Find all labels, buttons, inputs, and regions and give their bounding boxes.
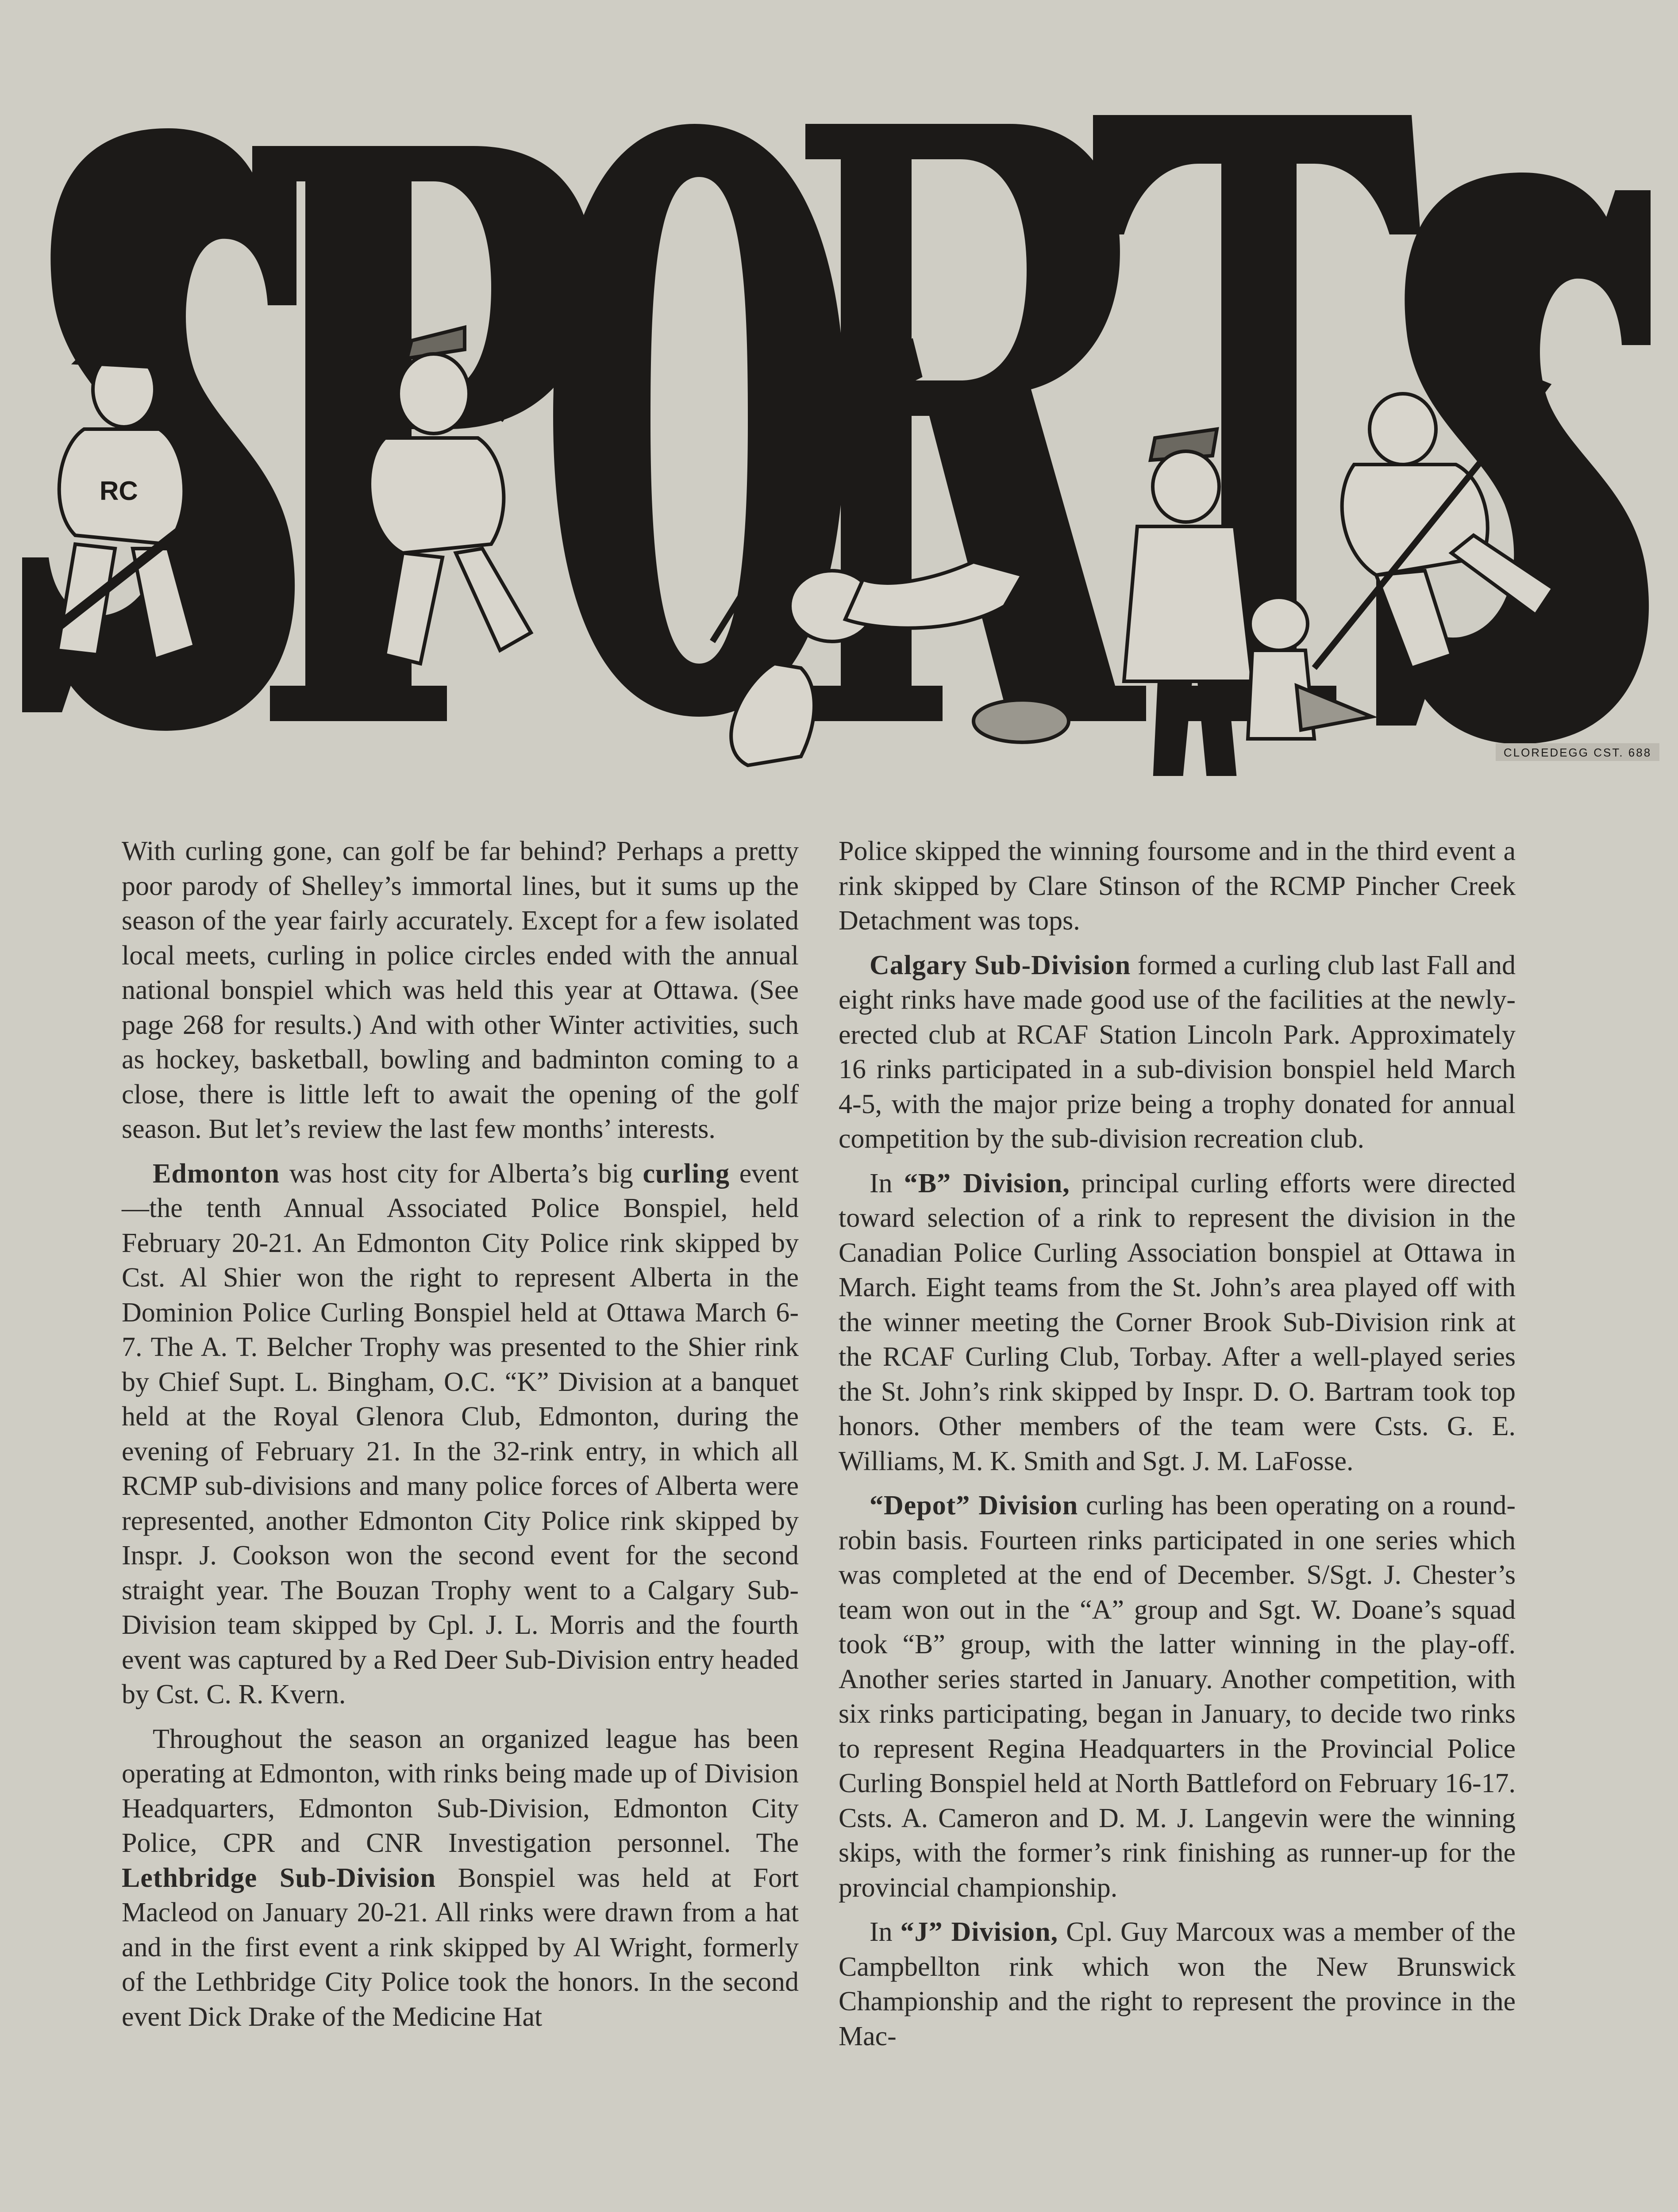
right-paragraph-3-text: principal curling efforts were directed toward selection of a rink to represent the division in the Canadian Police Curling Association bonspiel at Ottawa in March. Eight teams from the St. John’s area played off with the winner meeting the Corner Brook Sub-Division rink at the RCAF Curling Club, Torbay. After a well-played series the St. John’s rink skipped by Inspr. D. O. Bartram took top honors. Other members of the team were Csts. G. E. Williams, M. K. Smith and Sgt. J. M. LaFosse. [839, 1168, 1516, 1476]
left-paragraph-2-text: event—the tenth Annual Associated Police Bonspiel, held February 20-21. An Edmonton City Police rink skipped by Cst. Al Shier won the right to represent Alberta in the Dominion Police Curling Bonspiel held at Ottawa March 6-7. The A. T. Belcher Trophy was presented to the Shier rink by Chief Supt. L. Bingham, O.C. “K” Division at a banquet held at the Royal Glenora Club, Edmonton, during the evening of February 21. In the 32-rink entry, in which all RCMP sub-divisions and many police forces of Alberta were represented, another Edmonton City Police rink skipped by Inspr. J. Cookson won the second event for the second straight year. The Bouzan Trophy went to a Calgary Sub-Division team skipped by Cpl. J. L. Morris and the fourth event was captured by a Red Deer Sub-Division entry headed by Cst. C. R. Kvern. [122, 1158, 799, 1709]
left-paragraph-1-text: With curling gone, can golf be far behind? Perhaps a pretty poor parody of Shelley’s immortal lines, but it sums up the season of the year fairly accurately. Except for a few isolated local meets, curling in police circles ended with the annual national bonspiel which was held this year at Ottawa. (See page 268 for results.) And with other Winter activities, such as hockey, basketball, bowling and badminton coming to a close, there is little left to await the opening of the golf season. But let’s review the last few months’ interests. [122, 836, 799, 1144]
right-paragraph-2 [839, 948, 1516, 1156]
right-paragraph-3 [839, 1166, 1516, 1479]
right-paragraph-5-text: Cpl. Guy Marcoux was a member of the Campbellton rink which won the New Brunswick Championship and the right to represent the province in the Mac- [839, 1917, 1516, 2051]
article-column-right [839, 834, 1516, 2063]
left-paragraph-2 [122, 1156, 799, 1712]
right-paragraph-1 [839, 834, 1516, 938]
sports-banner [22, 111, 1668, 787]
lead-curling: curling [643, 1158, 730, 1189]
article-column-left [122, 834, 799, 2044]
left-paragraph-3-text: Bonspiel was held at Fort Macleod on January 20-21. All rinks were drawn from a hat and in the first event a rink skipped by Al Wright, formerly of the Lethbridge City Police took the honors. In the second event Dick Drake of the Medicine Hat [122, 1863, 799, 2032]
lead-edmonton: Edmonton [153, 1158, 280, 1189]
left-paragraph-3-start: Throughout the season an organized league has been operating at Edmonton, with rinks being made up of Division Headquarters, Edmonton Sub-Division, Edmonton City Police, CPR and CNR Investigation personnel. The [122, 1724, 799, 1858]
right-paragraph-3-start: In [870, 1168, 904, 1198]
lead-lethbridge: Lethbridge Sub-Division [122, 1863, 436, 1893]
left-paragraph-1 [122, 834, 799, 1147]
right-paragraph-4 [839, 1488, 1516, 1905]
jersey-text: RC [100, 476, 138, 506]
lead-calgary: Calgary Sub-Division [870, 950, 1131, 980]
right-paragraph-5-start: In [870, 1917, 901, 1947]
right-paragraph-1-text: Police skipped the winning foursome and in the third event a rink skipped by Clare Stinson of the RCMP Pincher Creek Detachment was tops. [839, 836, 1516, 936]
right-paragraph-2-text: formed a curling club last Fall and eight rinks have made good use of the facilities at the newly-erected club at RCAF Station Lincoln Park. Approximately 16 rinks participated in a sub-division bonspiel held March 4-5, with the major prize being a trophy donated for annual competition by the sub-division recreation club. [839, 950, 1516, 1154]
left-paragraph-3 [122, 1722, 799, 2035]
sports-banner-art [22, 111, 1668, 787]
right-paragraph-4-text: curling has been operating on a round-robin basis. Fourteen rinks participated in one series which was completed at the end of December. S/Sgt. J. Chester’s team won out in the “A” group and Sgt. W. Doane’s squad took “B” group, with the latter winning in the play-off. Another series started in January. Another competition, with six rinks participating, began in January, to decide two rinks to represent Regina Headquarters in the Provincial Police Curling Bonspiel held at North Battleford on February 16-17. Csts. A. Cameron and D. M. J. Langevin were the winning skips, with the former’s rink finishing as runner-up for the provincial championship. [839, 1490, 1516, 1903]
lead-j-division: “J” Division, [900, 1917, 1058, 1947]
lead-depot-division: “Depot” Division [870, 1490, 1078, 1521]
artist-signature: CLOREDEGG CST. 688 [1503, 746, 1652, 759]
left-paragraph-2-mid: was host city for Alberta’s big [280, 1158, 643, 1189]
right-paragraph-5 [839, 1915, 1516, 2054]
lead-b-division: “B” Division, [904, 1168, 1070, 1198]
